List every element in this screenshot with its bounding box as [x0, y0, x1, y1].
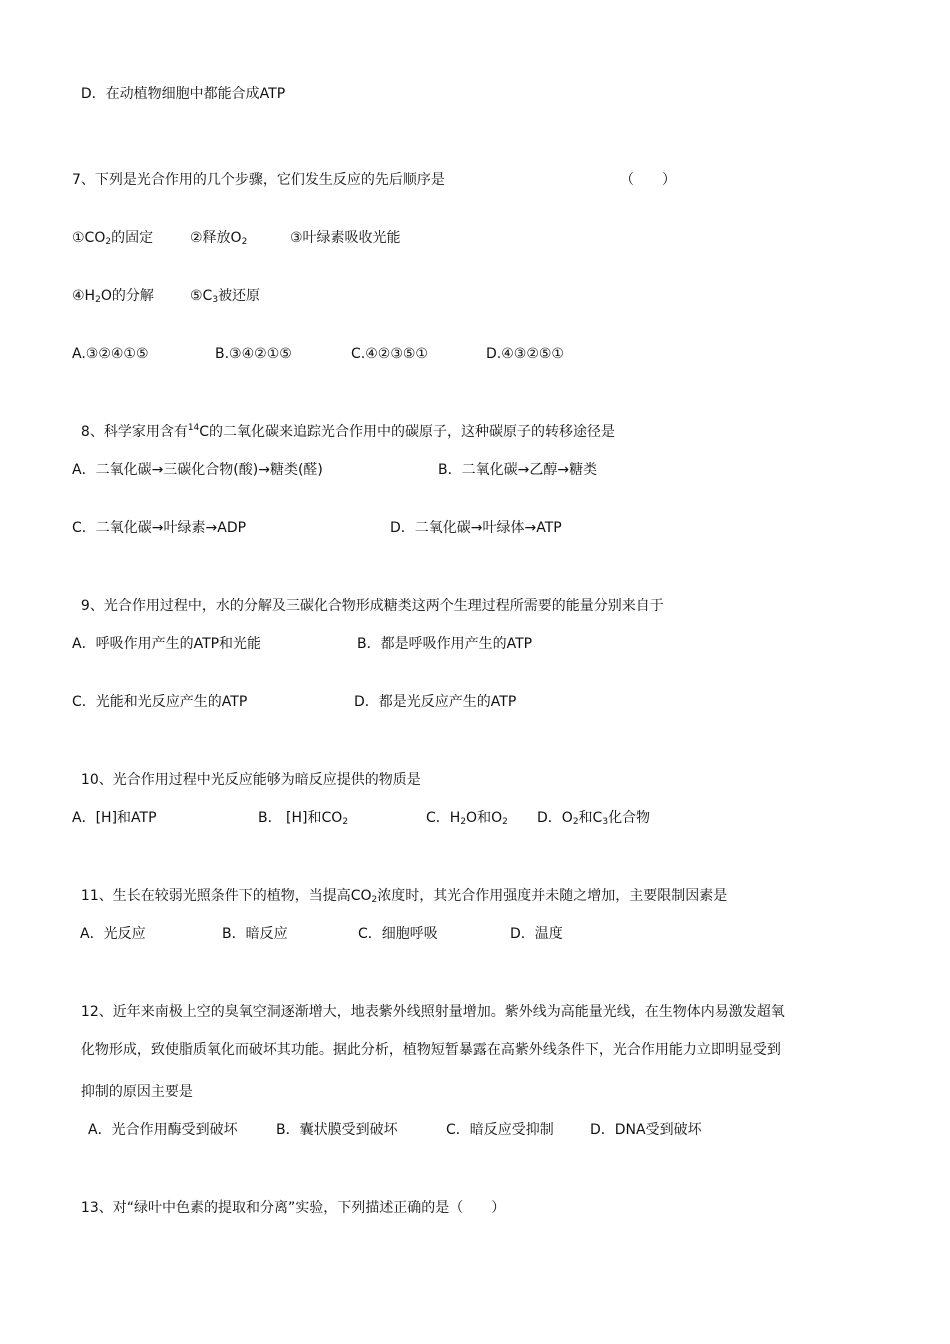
q12-stem-line2: 化物形成，致使脂质氧化而破坏其功能。据此分析，植物短暂暴露在高紫外线条件下，光合作用能力立即明显受到 — [80, 1042, 781, 1058]
q7-steps-row2 — [72, 286, 872, 306]
q9-option-a: A．呼吸作用产生的ATP和光能 — [72, 636, 262, 652]
q11-option-c: C．细胞呼吸 — [358, 926, 438, 942]
q11-option-b: B．暗反应 — [222, 926, 288, 942]
q12-option-c: C．暗反应受抑制 — [446, 1122, 554, 1138]
q9-options-row1 — [72, 634, 872, 654]
q7-steps-row1 — [72, 228, 872, 248]
q7-stem: 7、下列是光合作用的几个步骤，它们发生反应的先后顺序是 （ ） — [72, 172, 676, 188]
q8-option-a: A．二氧化碳→三碳化合物(酸)→糖类(醛) — [72, 462, 323, 478]
answer-paren: （ ） — [620, 172, 676, 188]
q12-stem-line3: 抑制的原因主要是 — [80, 1084, 193, 1100]
q8-options-row2 — [72, 518, 872, 538]
q12-option-b: B．囊状膜受到破坏 — [276, 1122, 398, 1138]
q11-options — [80, 924, 880, 944]
q10-option-d: D．$O_2$和$C_3$化合物 — [537, 810, 651, 827]
q7-step-5: $⑤C_3$被还原 — [190, 288, 261, 305]
q7-option-a: A.③②④①⑤ — [72, 346, 149, 362]
q7-option-d: D.④③②⑤① — [486, 346, 564, 362]
q12-stem-line1: 12、近年来南极上空的臭氧空洞逐渐增大，地表紫外线照射量增加。紫外线为高能量光线，在生物体内易激发超氧 — [80, 1004, 785, 1020]
q8-option-d: D．二氧化碳→叶绿体→ATP — [390, 520, 562, 536]
q10-option-c: C．$H_2O$和$O_2$ — [426, 810, 508, 827]
q8-option-c: C．二氧化碳→叶绿素→ADP — [72, 520, 247, 536]
q7-step-4: $④H_2O$的分解 — [72, 288, 154, 305]
q7-option-b: B.③④②①⑤ — [215, 346, 292, 362]
q9-option-c: C．光能和光反应产生的ATP — [72, 694, 248, 710]
q13-stem: 13、对“绿叶中色素的提取和分离”实验，下列描述正确的是（ ） — [80, 1200, 506, 1216]
q10-option-b: B． [H]和$CO_2$ — [258, 810, 349, 827]
q11-option-a: A．光反应 — [80, 926, 146, 942]
q8-stem: 8、科学家用含有$^{14}$C的二氧化碳来追踪光合作用中的碳原子，这种碳原子的转移途径是 — [80, 423, 616, 440]
q7-options — [72, 344, 872, 364]
q7-option-c: C.④②③⑤① — [351, 346, 428, 362]
q7-step-1: $①CO_2$的固定 — [72, 230, 154, 247]
q8-options-row1 — [72, 460, 872, 480]
q10-stem: 10、光合作用过程中光反应能够为暗反应提供的物质是 — [80, 772, 421, 788]
q9-options-row2 — [72, 692, 872, 712]
q12-option-d: D．DNA受到破坏 — [590, 1122, 702, 1138]
q9-option-b: B．都是呼吸作用产生的ATP — [357, 636, 533, 652]
q9-stem: 9、光合作用过程中，水的分解及三碳化合物形成糖类这两个生理过程所需要的能量分别来自于 — [80, 598, 664, 614]
q8-option-b: B．二氧化碳→乙醇→糖类 — [438, 462, 598, 478]
q11-option-d: D．温度 — [510, 926, 563, 942]
q12-options — [88, 1120, 888, 1140]
q11-stem: 11、生长在较弱光照条件下的植物，当提高$CO_2$浓度时，其光合作用强度并未随之增加，主要限制因素是 — [80, 888, 728, 905]
q7-step-3: ③叶绿素吸收光能 — [290, 230, 401, 246]
q7-step-2: ②释放$O_2$ — [190, 230, 248, 247]
q10-options — [72, 808, 872, 828]
q6-option-d: D．在动植物细胞中都能合成ATP — [80, 86, 286, 102]
q12-option-a: A．光合作用酶受到破坏 — [88, 1122, 238, 1138]
q9-option-d: D．都是光反应产生的ATP — [354, 694, 517, 710]
q10-option-a: A．[H]和ATP — [72, 810, 157, 826]
